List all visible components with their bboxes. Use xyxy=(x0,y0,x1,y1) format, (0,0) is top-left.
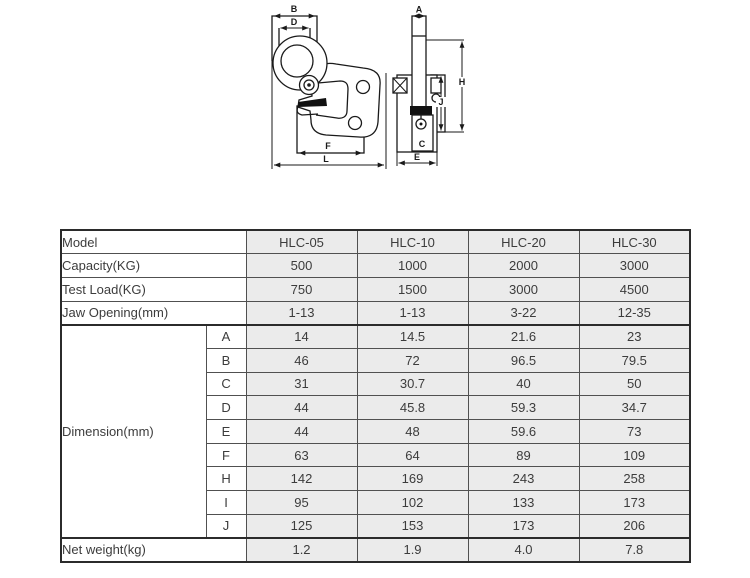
clamp-side-view-drawing xyxy=(390,3,472,175)
spec-value-cell: 95 xyxy=(246,491,357,515)
spec-value-cell: 243 xyxy=(468,467,579,491)
spec-value-cell: 258 xyxy=(579,467,690,491)
spec-value-cell: 1.9 xyxy=(357,538,468,562)
spec-value-cell: 4.0 xyxy=(468,538,579,562)
spec-value-cell: 125 xyxy=(246,514,357,538)
dim-letter: F xyxy=(206,443,246,467)
spec-value-cell: 64 xyxy=(357,443,468,467)
spec-value-cell: 45.8 xyxy=(357,396,468,420)
table-row-dim-a xyxy=(61,325,690,349)
pin-bottom-right xyxy=(349,117,362,130)
row-label-net-weight: Net weight(kg) xyxy=(61,538,246,562)
spec-value-cell: 63 xyxy=(246,443,357,467)
spec-value-cell: 73 xyxy=(579,420,690,444)
lifting-ring-inner xyxy=(281,45,313,77)
model-col-header: HLC-20 xyxy=(468,230,579,254)
table-row-capacity xyxy=(61,254,690,278)
spec-value-cell: 40 xyxy=(468,372,579,396)
spec-value-cell: 59.3 xyxy=(468,396,579,420)
spec-value-cell: 153 xyxy=(357,514,468,538)
dim-label-l: L xyxy=(323,154,329,164)
spec-value-cell: 1500 xyxy=(357,277,468,301)
spec-value-cell: 46 xyxy=(246,348,357,372)
spec-value-cell: 3-22 xyxy=(468,301,579,325)
spec-value-cell: 30.7 xyxy=(357,372,468,396)
spec-value-cell: 48 xyxy=(357,420,468,444)
row-label-capacity: Capacity(KG) xyxy=(61,254,246,278)
dim-letter: I xyxy=(206,491,246,515)
row-label-jaw-opening: Jaw Opening(mm) xyxy=(61,301,246,325)
spec-value-cell: 44 xyxy=(246,420,357,444)
spec-value-cell: 14.5 xyxy=(357,325,468,349)
model-col-header: HLC-05 xyxy=(246,230,357,254)
dim-letter: C xyxy=(206,372,246,396)
dim-label-a: A xyxy=(415,4,423,15)
spec-value-cell: 142 xyxy=(246,467,357,491)
spec-value-cell: 79.5 xyxy=(579,348,690,372)
dim-label-j: J xyxy=(438,97,444,107)
table-row-test-load xyxy=(61,277,690,301)
spec-value-cell: 500 xyxy=(246,254,357,278)
grip-pad xyxy=(410,106,432,115)
spec-value-cell: 750 xyxy=(246,277,357,301)
spec-value-cell: 21.6 xyxy=(468,325,579,349)
spec-value-cell: 173 xyxy=(468,514,579,538)
dim-letter: E xyxy=(206,420,246,444)
spec-value-cell: 109 xyxy=(579,443,690,467)
spec-value-cell: 173 xyxy=(579,491,690,515)
pin-top-right xyxy=(357,81,370,94)
table-row-jaw-opening xyxy=(61,301,690,325)
spec-value-cell: 206 xyxy=(579,514,690,538)
spec-value-cell: 3000 xyxy=(579,254,690,278)
table-row-model xyxy=(61,230,690,254)
table-row-net-weight xyxy=(61,538,690,562)
dimension-group-label: Dimension(mm) xyxy=(61,325,206,538)
spec-value-cell: 1-13 xyxy=(246,301,357,325)
spec-value-cell: 12-35 xyxy=(579,301,690,325)
model-col-header: HLC-10 xyxy=(357,230,468,254)
row-label-test-load: Test Load(KG) xyxy=(61,277,246,301)
spec-table xyxy=(60,229,691,563)
spec-value-cell: 4500 xyxy=(579,277,690,301)
dim-letter: J xyxy=(206,514,246,538)
spec-value-cell: 133 xyxy=(468,491,579,515)
dim-label-f: F xyxy=(325,141,331,151)
dim-letter: A xyxy=(206,325,246,349)
spec-value-cell: 34.7 xyxy=(579,396,690,420)
spec-value-cell: 102 xyxy=(357,491,468,515)
spec-value-cell: 2000 xyxy=(468,254,579,278)
dim-label-b: B xyxy=(290,4,298,14)
bolt-box xyxy=(431,78,441,93)
spec-value-cell: 3000 xyxy=(468,277,579,301)
spec-value-cell: 50 xyxy=(579,372,690,396)
dim-letter: B xyxy=(206,348,246,372)
dim-label-h: H xyxy=(458,77,466,87)
row-label-model: Model xyxy=(61,230,246,254)
spec-value-cell: 96.5 xyxy=(468,348,579,372)
dim-letter: D xyxy=(206,396,246,420)
shackle-bar xyxy=(412,16,426,108)
spec-value-cell: 169 xyxy=(357,467,468,491)
spec-value-cell: 89 xyxy=(468,443,579,467)
spec-value-cell: 1.2 xyxy=(246,538,357,562)
model-col-header: HLC-30 xyxy=(579,230,690,254)
spec-value-cell: 14 xyxy=(246,325,357,349)
spec-value-cell: 1-13 xyxy=(357,301,468,325)
dim-label-d: D xyxy=(290,17,298,27)
spec-value-cell: 72 xyxy=(357,348,468,372)
spec-value-cell: 23 xyxy=(579,325,690,349)
dim-label-c: C xyxy=(418,139,426,149)
spec-value-cell: 44 xyxy=(246,396,357,420)
dim-letter: H xyxy=(206,467,246,491)
spec-value-cell: 31 xyxy=(246,372,357,396)
spec-value-cell: 59.6 xyxy=(468,420,579,444)
spec-value-cell: 1000 xyxy=(357,254,468,278)
dim-label-e: E xyxy=(413,152,421,162)
spec-value-cell: 7.8 xyxy=(579,538,690,562)
clamp-front-view-drawing xyxy=(260,3,400,173)
